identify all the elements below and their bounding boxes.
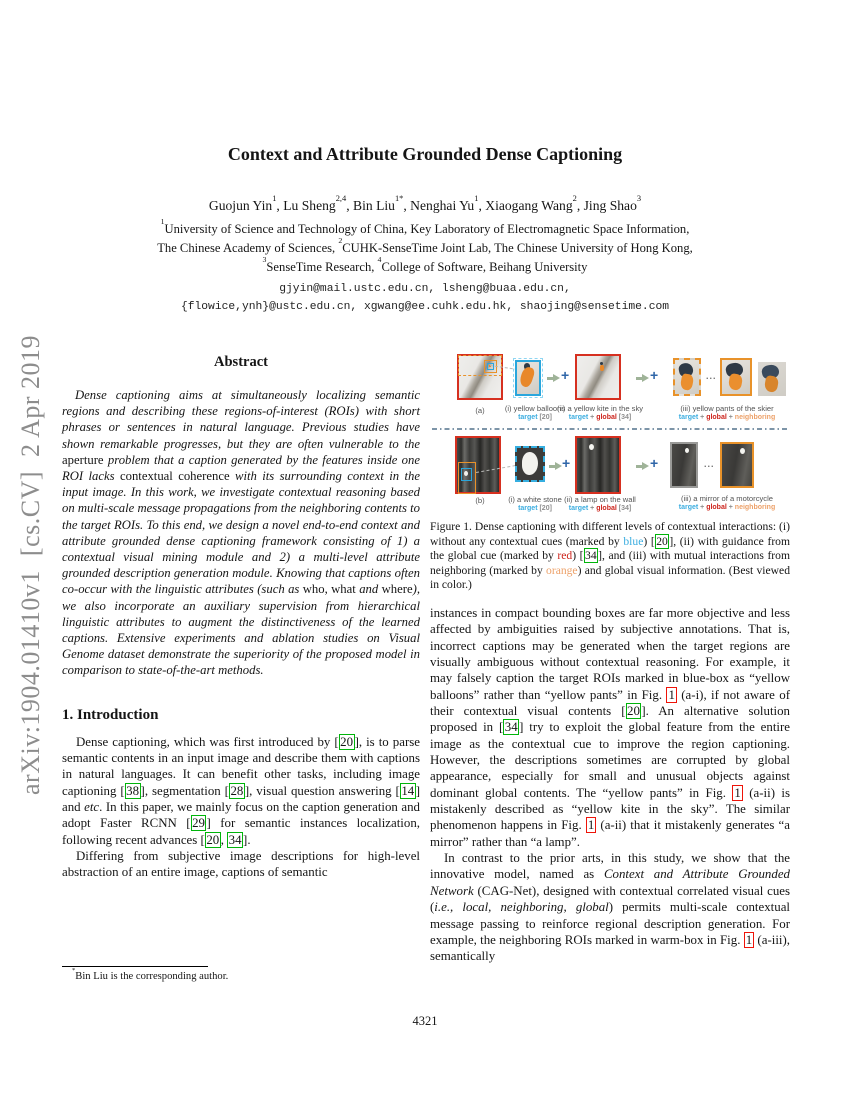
figure-caption: Figure 1. Dense captioning with different levels of contextual interactions: (i) without any contextual cues (marked by blue) [ 20 ], (ii) with guidance from the global cue (marked by red) [ 34 ], and (iii) with mutual interactions from neighboring (marked by orange) and global visual information. (Best viewed in color.) (430, 520, 790, 592)
affiliation-line-3: $^3$SenseTime Research, $^4$College of Software, Beihang University (262, 255, 588, 274)
affiliation-line-2: The Chinese Academy of Sciences, $^2$CUHK-SenseTime Joint Lab, The Chinese University of Hong Kong, (157, 236, 693, 255)
figure-crop-skier-neighbor-1 (673, 358, 701, 396)
row-a-item3-caption: (iii) yellow pants of the skier (680, 404, 774, 413)
authors-line: Guojun Yin$^1$, Lu Sheng$^{2,4}$, Bin Liu$^{1*}$, Nenghai Yu$^1$, Xiaogang Wang$^2$, Jing Shao$^3$ (208, 192, 642, 213)
plus-icon: + (562, 455, 571, 471)
white-stone (522, 452, 538, 474)
figure-1 (430, 348, 790, 516)
figure-image-ski-context (457, 354, 503, 400)
figure-crop-mirror-neighbor-1 (670, 442, 698, 488)
figure-crop-mirror-neighbor-2 (720, 442, 754, 488)
figure-crop-skier-neighbor-3 (758, 362, 786, 396)
figure-crop-skier-neighbor-2 (720, 358, 752, 396)
figure-image-moto-context (455, 436, 501, 494)
row-b-item3-sub: target + global + neighboring (678, 504, 776, 511)
tiny-skier-mark (600, 365, 604, 371)
left-column (62, 352, 420, 881)
figure-crop-stone-target (515, 446, 545, 482)
arrow-icon (549, 462, 562, 471)
lamp-dot (740, 448, 745, 454)
row-b-item3-caption: (iii) a mirror of a motorcycle (681, 494, 773, 503)
introduction-heading: 1. Introduction (62, 706, 159, 723)
row-a-item3-sub: target + global + neighboring (678, 414, 776, 421)
footnote (62, 966, 420, 982)
footnote-text: *Bin Liu is the corresponding author. (72, 966, 229, 982)
plus-icon: + (561, 367, 570, 383)
intro-paragraph-2: Differing from subjective image descriptions for high-level abstraction of an entire image, captions of semantic (62, 849, 420, 880)
skier-pants (728, 373, 744, 391)
target-box-blue (461, 468, 472, 481)
row-a-label: (a) (475, 406, 485, 415)
arxiv-stamp: arXiv:1904.01410v1 [cs.CV] 2 Apr 2019 (16, 334, 45, 796)
skier-body (518, 366, 536, 389)
email-line-2: {flowice,ynh}@ustc.edu.cn, xgwang@ee.cuhk.edu.hk, shaojing@sensetime.com (180, 301, 670, 313)
row-a-item2-sub: target + global [34] (568, 414, 632, 421)
row-a-item1-sub: target [20] (518, 414, 552, 421)
figure-crop-skier-target (515, 360, 541, 396)
row-b-item1-caption: (i) a white stone (508, 495, 562, 504)
abstract-heading: Abstract (214, 354, 268, 370)
ellipsis: ... (706, 371, 717, 381)
arrow-icon (636, 462, 649, 471)
tiny-stone-mark (464, 471, 468, 476)
row-a-item2-caption: (ii) a yellow kite in the sky (556, 404, 644, 413)
lamp-dot (589, 444, 594, 450)
row-b-item2-sub: target + global [34] (568, 505, 632, 512)
row-b-item2-caption: (ii) a lamp on the wall (564, 495, 636, 504)
right-column (430, 348, 790, 965)
intro-paragraph-1: Dense captioning, which was first introduced by [ 20 ], is to parse semantic contents in an input image and describe them with captions in natural languages. It can benefit other tasks, including image captioning [ 38 ], segmentation [ 28 ], visual question answering [ 14 ] and etc. In this paper, we mainly focus on the caption generation and adopt Faster RCNN [ 29 ] for semantic instances localization, following recent advances [ 20 , 34 ]. (62, 734, 421, 847)
row-b-item1-sub: target [20] (518, 505, 552, 512)
plus-icon: + (650, 367, 659, 383)
body-paragraph-continuation: instances in compact bounding boxes are far more objective and less affected by ambiguities raised by subjective annotations. That is, incorrect captions may be generated when the target regions are visually ambiguous without contextual reasoning. For example, it may falsely caption the target ROIs marked in blue-box as “yellow balloons” rather than “yellow pants” in Fig. 1 (a-i), if not aware of their contextual visual contents [ 20 ]. An alternative solution proposed in [ 34 ] try to exploit the global feature from the entire image as the contextual cue to improve the region captioning. However, the descriptions sometimes are corrupted by global appearance, especially for small and unusual objects against dominant global contents. The “yellow pants” in Fig. 1 (a-ii) is mistakenly described as “yellow kite in the sky”. The similar phenomenon happens in Fig. 1 (a-ii) that it mistakenly generates “a mirror” rather than “a lamp”. (430, 605, 790, 849)
affiliation-line-1: $^1$University of Science and Technology of China, Key Laboratory of Electromagnetic Space Information, (160, 217, 690, 236)
lamp-dot (685, 448, 689, 453)
email-line-1: gjyin@mail.ustc.edu.cn, lsheng@buaa.edu.cn, (279, 283, 571, 295)
ellipsis: ... (704, 459, 715, 469)
skier-pants (680, 373, 694, 390)
row-a-item1-caption: (i) yellow balloons (504, 404, 566, 413)
footnote-rule (62, 966, 208, 967)
arrow-icon (636, 374, 649, 383)
page-number: 4321 (412, 1014, 438, 1028)
paper-title: Context and Attribute Grounded Dense Captioning (227, 144, 623, 164)
figure-image-ski-global (575, 354, 621, 400)
row-b-label: (b) (475, 496, 485, 505)
abstract-text: Dense captioning aims at simultaneously localizing semantic regions and describing these regions-of-interest (ROIs) with short phrases or sentences in natural language. Previous studies have shown remarkable progresses, but they are often vulnerable to the aperture problem that a caption generated by the features inside one ROI lacks contextual coherence with its surrounding context in the input image. In this work, we investigate contextual reasoning based on multi-scale message propagations from the neighboring contents to the target ROIs. To this end, we design a novel end-to-end context and attribute grounded dense captioning framework consisting of 1) a contextual visual mining module and 2) a multi-level attribute grounded description generation module. Knowing that captions often co-occur with the linguistic attributes (such as who, what and where), we also incorporate an auxiliary supervision from hierarchical linguistic attributes to augment the distinctiveness of the learned captions. Extensive experiments and ablation studies on Visual Genome dataset demonstrate the superiority of the proposed model in comparison to state-of-the-art methods. (62, 388, 421, 678)
figure-image-moto-global (575, 436, 621, 494)
body-paragraph-2: In contrast to the prior arts, in this study, we show that the innovative model, named as Context and Attribute Grounded Network (CAG-Net), designed with contextual correlated visual cues (i.e., local, neighboring, global) permits multi-scale contextual message passing to reinforce regional description generation. For example, the neighboring ROIs marked in warm-box in Fig. 1 (a-iii), semantically (430, 851, 790, 964)
arrow-icon (547, 374, 560, 383)
plus-icon: + (650, 455, 659, 471)
skier-pants (764, 375, 780, 393)
figure-row-separator (432, 428, 790, 430)
